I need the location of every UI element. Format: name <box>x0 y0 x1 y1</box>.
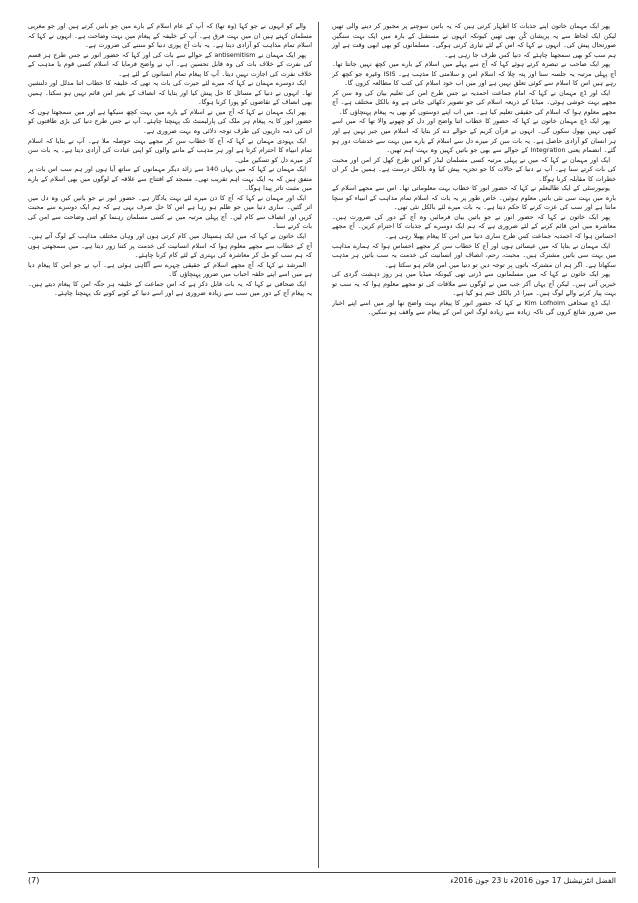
paragraph: ایک دوسرے مہمان نے کہا کہ میرے لئے حیرت کی بات یہ تھی کہ خلیفہ کا خطاب اتنا مدلل اور دلنشین تھا۔ انہوں نے دنیا کے مسائل کا حل پیش کیا اور بتایا کہ انصاف کے بغیر امن قائم نہیں ہو سکتا۔ ہمیں بھی انصاف کے تقاضوں کو پورا کرنا ہوگا۔ <box>28 80 312 107</box>
paragraph: ایک صحافی نے کہا کہ یہ بات قابل ذکر ہے کہ اس جماعت کے خلیفہ ہر جگہ امن کا پیغام دیتے ہیں۔ یہ پیغام آج کے دور میں سب سے زیادہ ضروری ہے اور اسے دنیا کے کونے کونے تک پہنچنا چاہئے۔ <box>28 280 312 298</box>
column-left <box>28 22 312 868</box>
paragraph: پھر ایک ڈچ مہمان خاتون نے کہا کہ حضور کا خطاب اتنا واضح اور دل کو چھونے والا تھا کہ میں اسے کبھی نہیں بھول سکوں گی۔ انہوں نے قرآن کریم کے حوالے دے کر بتایا کہ اسلام میں جبر نہیں ہے اور ہر انسان کو آزادی حاصل ہے۔ یہ بات سن کر میرے دل سے اسلام کے بارے میں بہت سے خدشات دور ہو گئے۔ انضمام یعنی Integration کے حوالے سے بھی جو باتیں کہیں وہ بہت اہم تھیں۔ <box>332 118 616 155</box>
page-number: (7) <box>28 876 40 885</box>
paragraph: پھر ایک مہمان نے antisemitism کے حوالے سے بات کی اور کہا کہ حضور انور نے جس طرح ہر قسم کی نفرت کے خلاف بات کی وہ قابل تحسین ہے۔ آپ نے واضح فرمایا کہ اسلام کسی قوم یا مذہب کے خلاف نفرت کی اجازت نہیں دیتا۔ آپ کا پیغام تمام انسانوں کے لئے ہے۔ <box>28 51 312 78</box>
paragraph: ایک مہمان نے بتایا کہ میں عیسائی ہوں اور آج کا خطاب سن کر مجھے احساس ہوا کہ ہمارے مذاہب میں بہت سی باتیں مشترک ہیں۔ محبت، رحم، انصاف اور انسانیت کی خدمت یہ سب باتیں ہر مذہب سکھاتا ہے۔ اگر ہم ان مشترکہ باتوں پر توجہ دیں تو دنیا میں امن قائم ہو سکتا ہے۔ <box>332 242 616 269</box>
paragraph: پھر ایک خاتون نے کہا کہ حضور انور نے جو باتیں بیان فرمائیں وہ آج کے دور کی ضرورت ہیں۔ معاشرہ میں امن قائم کرنے کے لئے ضروری ہے کہ ہم ایک دوسرے کے جذبات کا احترام کریں۔ آج مجھے احساس ہوا کہ احمدیہ جماعت کس طرح ساری دنیا میں امن کا پیغام پھیلا رہی ہے۔ <box>332 213 616 241</box>
paragraph: پھر ایک مہمان نے کہا کہ آج میں نے اسلام کے بارے میں بہت کچھ سیکھا ہے اور میں سمجھتا ہوں کہ حضور انور کا یہ پیغام ہر ملک کی پارلیمنٹ تک پہنچنا چاہئے۔ آپ نے جس طرح دنیا کی بڑی طاقتوں کو ان کی ذمہ داریوں کی طرف توجہ دلائی وہ بہت ضروری ہے۔ <box>28 108 312 136</box>
paragraph: پھر ایک صاحب نے تبصرہ کرتے ہوئے کہا کہ آج سے پہلے میں اسلام کے بارے میں کچھ نہیں جانتا تھا۔ آج پہلی مرتبہ یہ جلسہ سنا اور پتہ چلا کہ اسلام امن و سلامتی کا مذہب ہے۔ ISIS وغیرہ جو کچھ کر رہے ہیں اس کا اسلام سے کوئی تعلق نہیں ہے اور میں اب خود اسلام کی کتب کا مطالعہ کروں گا۔ <box>332 61 616 88</box>
article-columns <box>28 22 616 868</box>
paragraph: یونیورسٹی کے ایک طالبعلم نے کہا کہ حضور انور کا خطاب بہت معلوماتی تھا۔ اس سے مجھے اسلام کے بارہ میں بہت سی نئی باتیں معلوم ہوئیں۔ خاص طور پر یہ بات کہ اسلام تمام مذاہب کے انبیاء کو سچا مانتا ہے اور سب کی عزت کرنے کا حکم دیتا ہے۔ یہ بات میرے لئے بالکل نئی تھی۔ <box>332 185 616 212</box>
paragraph: پھر ایک مہمان خاتون اپنے جذبات کا اظہار کرتی ہیں کہ یہ باتیں سوچنے پر مجبور کر دینے والی تھیں لیکن ایک لحاظ سے یہ پریشان کُن بھی تھیں کیونکہ انہوں نے مستقبل کے بارہ میں ایک بہت سنگین صورتحال پیش کی۔ انہوں نے کہا کہ اس کے لئے تیاری کرنی ہوگی۔ مسلمانوں کو بھی ابھی وقت ہے اور ہم سب کو بھی سمجھنا چاہئے کہ دنیا کس طرف جا رہی ہے۔ <box>332 23 616 59</box>
column-divider <box>318 22 319 868</box>
paragraph: ایک اور مہمان نے کہا کہ میں نے پہلی مرتبہ کسی مسلمان لیڈر کو اس طرح کھل کر امن اور محبت کی بات کرتے سنا ہے۔ آپ نے دنیا کے حالات کا جو تجزیہ پیش کیا وہ بالکل درست ہے۔ ہمیں مل کر ان خطرات کا مقابلہ کرنا ہوگا۔ <box>332 156 616 183</box>
paragraph: ایک اور ڈچ مہمان نے کہا کہ امام جماعت احمدیہ نے جس طرح امن کی تعلیم بیان کی وہ سن کر مجھے بہت خوشی ہوئی۔ میڈیا کے ذریعہ اسلام کی جو تصویر دکھائی جاتی ہے وہ بالکل مختلف ہے۔ آج مجھے معلوم ہوا کہ اسلام کی حقیقی تعلیم کیا ہے۔ میں اب اپنے دوستوں کو بھی یہ پیغام پہنچاؤں گا۔ <box>332 89 616 116</box>
issue-date-line: الفضل انٹرنیشنل 17 جون 2016ء تا 23 جون 2016ء <box>450 876 616 885</box>
paragraph: المرشد نے کہا کہ آج مجھے اسلام کے حقیقی چہرے سے آگاہی ہوئی ہے۔ آپ نے جو امن کا پیغام دیا ہے میں اسے اپنے حلقہ احباب میں ضرور پہنچاؤں گا۔ <box>28 261 312 279</box>
paragraph: ایک مہمان نے کہا کہ میں یہاں 140 سے زائد دیگر مہمانوں کے ساتھ آیا ہوں اور ہم سب اس بات پر متفق ہیں کہ یہ ایک بہت اہم تقریب تھی۔ مسجد کے افتتاح سے علاقہ کے لوگوں میں بھی اسلام کے بارے میں مثبت تاثر پیدا ہوگا۔ <box>28 166 312 193</box>
paragraph: والے کو انہوں نے جو کہا (وہ تھا) کہ آپ کے عام اسلام کے بارے میں جو باتیں کرتے ہیں اور جو مغربی مسلمان کہتے ہیں ان میں بہت فرق ہے۔ آپ کے خلیفہ کے پیغام میں بہت وضاحت ہے۔ انہوں نے کہا کہ اسلام تمام مذاہب کو آزادی دیتا ہے۔ یہ بات آج پوری دنیا کو سننے کی ضرورت ہے۔ <box>28 23 312 50</box>
paragraph: ایک یہودی مہمان نے کہا کہ آج کا خطاب سن کر مجھے بہت حوصلہ ملا ہے۔ آپ نے بتایا کہ اسلام تمام انبیاء کا احترام کرتا ہے اور ہر مذہب کے ماننے والوں کو اپنی عبادت کی آزادی دیتا ہے۔ یہ بات سن کر میرے دل کو تسکین ملی۔ <box>28 137 312 164</box>
paragraph: ایک ڈچ صحافی Kim Lofholm نے کہا کہ حضور انور کا پیغام بہت واضح تھا اور میں اسے اپنے اخبار میں ضرور شائع کروں گی تاکہ زیادہ سے زیادہ لوگ اس امن کے پیغام سے واقف ہو سکیں۔ <box>332 299 616 317</box>
column-right <box>332 22 616 868</box>
page-footer <box>28 872 616 887</box>
paragraph: ایک خاتون نے کہا کہ میں ایک ہسپتال میں کام کرتی ہوں اور وہاں مختلف مذاہب کے لوگ آتے ہیں۔ آج کے خطاب سے مجھے معلوم ہوا کہ اسلام انسانیت کی خدمت پر کتنا زور دیتا ہے۔ میں سمجھتی ہوں کہ ہم سب کو مل کر معاشرہ کی بہتری کے لئے کام کرنا چاہئے۔ <box>28 233 312 260</box>
paragraph: پھر ایک خاتون نے کہا کہ میں مسلمانوں سے ڈرتی تھی کیونکہ میڈیا میں ہر روز دہشت گردی کی خبریں آتی ہیں۔ لیکن آج یہاں آکر جب میں نے لوگوں سے ملاقات کی تو مجھے معلوم ہوا کہ یہ سب تو بہت پیار کرنے والے لوگ ہیں۔ میرا ڈر بالکل ختم ہو گیا ہے۔ <box>332 271 616 298</box>
paragraph: ایک اور مہمان نے کہا کہ آج کا دن میرے لئے بہت یادگار ہے۔ حضور انور نے جو باتیں کیں وہ دل میں اتر گئیں۔ ساری دنیا میں جو ظلم ہو رہا ہے اس کا حل صرف یہی ہے کہ ہم ایک دوسرے سے محبت کریں اور انصاف سے کام لیں۔ آج پہلی مرتبہ میں نے کسی مسلمان رہنما کو اتنی وضاحت سے امن کی بات کرتے سنا۔ <box>28 194 312 231</box>
